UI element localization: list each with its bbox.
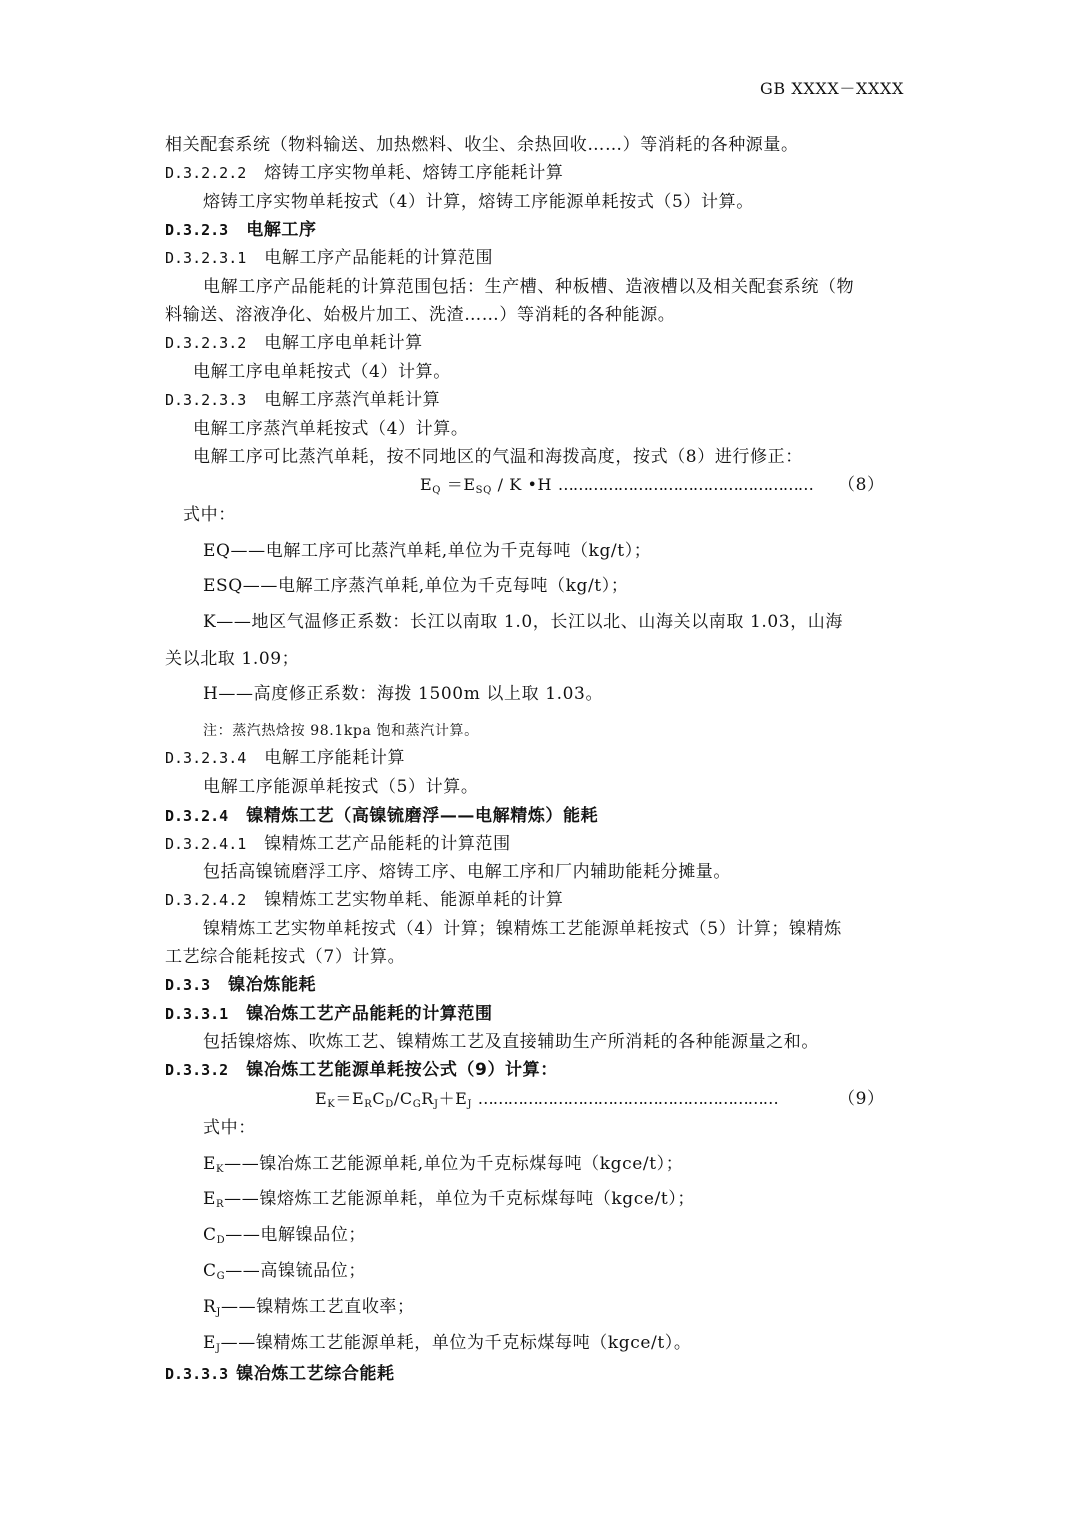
definition-line: K——地区气温修正系数：长江以南取 1.0，长江以北、山海关以南取 1.03，山海 [203, 612, 843, 632]
header-code: GB XXXX－XXXX [760, 79, 904, 98]
var-symbol: E [203, 1333, 217, 1353]
section-title: 电解工序 [246, 220, 317, 240]
note-line: 注：蒸汽热焓按 98.1kpa 饱和蒸汽计算。 [203, 723, 479, 739]
var-description: ——镍冶炼工艺能源单耗,单位为千克标煤每吨（kgce/t）； [224, 1154, 684, 1174]
section-heading [165, 889, 563, 911]
paragraph-line: 相关配套系统（物料输送、加热燃料、收尘、余热回收……）等消耗的各种源量。 [165, 135, 799, 155]
section-heading [165, 247, 493, 269]
section-number: D.3.2.4.2 [165, 891, 247, 909]
variable-definition [203, 1332, 691, 1354]
var-symbol: C [203, 1261, 217, 1281]
variable-definition [203, 1224, 366, 1246]
equation-number: （8） [838, 475, 885, 495]
section-title: 镍冶炼工艺能源单耗按公式（9）计算： [246, 1060, 558, 1080]
var-symbol: E [203, 1189, 217, 1209]
leader-dots: …………………………………………… [557, 475, 813, 494]
section-number: D.3.3.3 [165, 1365, 229, 1383]
definition-line: 关以北取 1.09； [165, 649, 300, 669]
section-title: 镍精炼工艺产品能耗的计算范围 [264, 834, 511, 854]
section-heading [165, 1003, 493, 1025]
definition-line: ESQ——电解工序蒸汽单耗,单位为千克每吨（kg/t）； [203, 576, 629, 596]
var-symbol: E [203, 1154, 217, 1174]
paragraph-line: 包括镍熔炼、吹炼工艺、镍精炼工艺及直接辅助生产所消耗的各种能源量之和。 [203, 1032, 819, 1052]
var-symbol: C [203, 1225, 217, 1245]
paragraph-line: 包括高镍锍磨浮工序、熔铸工序、电解工序和厂内辅助能耗分摊量。 [203, 862, 731, 882]
var-subscript: J [216, 1307, 222, 1318]
eq-symbol: / K •H [491, 475, 553, 494]
section-number: D.3.2.3.4 [165, 749, 247, 767]
eq-subscript: K [327, 1099, 336, 1110]
section-heading [165, 332, 423, 354]
var-description: ——镍熔炼工艺能源单耗，单位为千克标煤每吨（kgce/t）； [224, 1189, 695, 1209]
section-title: 镍精炼工艺（高镍锍磨浮——电解精炼）能耗 [246, 806, 599, 826]
leader-dots: …………………………………………………… [477, 1089, 778, 1108]
var-symbol: R [203, 1297, 217, 1317]
section-title: 电解工序电单耗计算 [264, 333, 423, 353]
eq-symbol: R [421, 1089, 434, 1108]
section-title: 镍精炼工艺实物单耗、能源单耗的计算 [264, 890, 564, 910]
section-number: D.3.2.3 [165, 221, 229, 239]
variable-definition [203, 1153, 683, 1175]
paragraph-line: 料输送、溶液净化、始极片加工、洗渣……）等消耗的各种能源。 [165, 305, 676, 325]
section-number: D.3.2.3.1 [165, 249, 247, 267]
section-title: 镍冶炼工艺综合能耗 [236, 1364, 395, 1384]
eq-subscript: J [433, 1099, 439, 1110]
variable-definition [203, 1188, 695, 1210]
var-description: ——镍精炼工艺能源单耗，单位为千克标煤每吨（kgce/t）。 [220, 1333, 692, 1353]
section-number: D.3.2.2.2 [165, 164, 247, 182]
equation-number: （9） [838, 1089, 885, 1109]
var-description: ——镍精炼工艺直收率； [221, 1297, 415, 1317]
variable-definition [203, 1260, 366, 1282]
eq-symbol: /C [393, 1089, 413, 1108]
section-heading [165, 219, 317, 241]
eq-symbol: ＋E [438, 1089, 468, 1108]
where-label: 式中： [183, 505, 236, 525]
equation-8 [420, 474, 813, 496]
section-title: 熔铸工序实物单耗、熔铸工序能耗计算 [264, 163, 564, 183]
where-label: 式中： [203, 1118, 256, 1138]
paragraph-line: 电解工序可比蒸汽单耗，按不同地区的气温和海拨高度，按式（8）进行修正： [193, 447, 803, 467]
var-description: ——电解镍品位； [225, 1225, 367, 1245]
equation-9 [315, 1088, 778, 1110]
definition-line: EQ——电解工序可比蒸汽单耗,单位为千克每吨（kg/t）； [203, 541, 652, 561]
section-title: 镍冶炼工艺产品能耗的计算范围 [246, 1004, 493, 1024]
var-subscript: D [216, 1235, 226, 1246]
section-title: 电解工序能耗计算 [264, 748, 406, 768]
section-heading [165, 1059, 558, 1081]
section-heading [165, 974, 316, 996]
eq-symbol: ＝E [335, 1089, 365, 1108]
definition-line: H——高度修正系数：海拨 1500m 以上取 1.03。 [203, 684, 604, 704]
var-subscript: K [216, 1164, 225, 1175]
section-number: D.3.3.2 [165, 1061, 229, 1079]
section-number: D.3.3.1 [165, 1005, 229, 1023]
section-heading [165, 833, 511, 855]
eq-subscript: J [467, 1099, 473, 1110]
section-heading [165, 1363, 395, 1385]
section-number: D.3.2.3.3 [165, 391, 247, 409]
paragraph-line: 镍精炼工艺实物单耗按式（4）计算；镍精炼工艺能源单耗按式（5）计算；镍精炼 [203, 919, 842, 939]
var-description: ——高镍锍品位； [225, 1261, 367, 1281]
section-heading [165, 805, 598, 827]
paragraph-line: 电解工序产品能耗的计算范围包括：生产槽、种板槽、造液槽以及相关配套系统（物 [203, 277, 855, 297]
eq-symbol: E [420, 475, 433, 494]
paragraph-line: 电解工序能源单耗按式（5）计算。 [203, 777, 479, 797]
variable-definition [203, 1296, 415, 1318]
eq-symbol: ＝E [441, 475, 476, 494]
eq-subscript: R [364, 1099, 373, 1110]
paragraph-line: 电解工序蒸汽单耗按式（4）计算。 [193, 419, 469, 439]
section-number: D.3.2.4 [165, 807, 229, 825]
eq-subscript: Q [432, 485, 442, 496]
var-subscript: R [216, 1199, 225, 1210]
section-number: D.3.2.4.1 [165, 835, 247, 853]
paragraph-line: 电解工序电单耗按式（4）计算。 [193, 362, 451, 382]
section-heading [165, 747, 405, 769]
section-title: 电解工序产品能耗的计算范围 [264, 248, 494, 268]
section-title: 镍冶炼能耗 [228, 975, 317, 995]
eq-subscript: D [385, 1099, 394, 1110]
section-number: D.3.3 [165, 976, 211, 994]
var-subscript: J [216, 1343, 221, 1354]
eq-symbol: C [372, 1089, 386, 1108]
eq-subscript: SQ [475, 485, 492, 496]
paragraph-line: 工艺综合能耗按式（7）计算。 [165, 947, 406, 967]
var-subscript: G [216, 1271, 226, 1282]
eq-subscript: G [412, 1099, 422, 1110]
section-title: 电解工序蒸汽单耗计算 [264, 390, 441, 410]
section-heading [165, 389, 440, 411]
paragraph-line: 熔铸工序实物单耗按式（4）计算，熔铸工序能源单耗按式（5）计算。 [203, 192, 754, 212]
section-heading [165, 162, 563, 184]
eq-symbol: E [315, 1089, 328, 1108]
section-number: D.3.2.3.2 [165, 334, 247, 352]
